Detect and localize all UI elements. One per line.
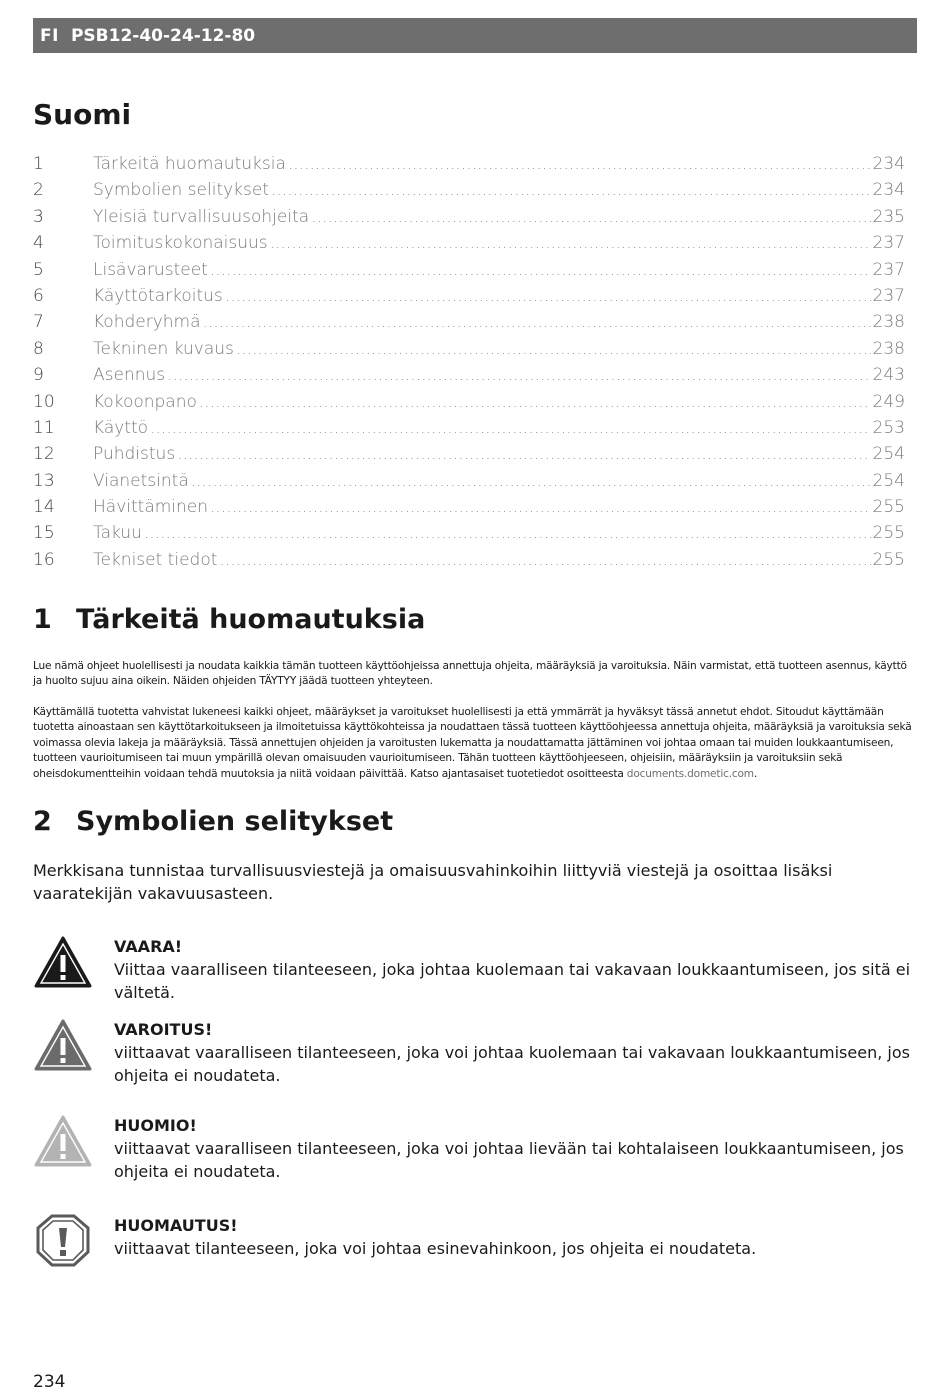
- danger-triangle-icon: [33, 935, 93, 989]
- toc-entry[interactable]: [33, 286, 905, 312]
- toc-title: Tärkeitä huomautuksia: [93, 154, 286, 174]
- toc-leader-dots: [270, 233, 871, 253]
- toc-number: 1: [33, 154, 44, 174]
- toc-page-number: 249: [872, 391, 905, 412]
- toc-page-number: 234: [872, 180, 905, 201]
- toc-title: Käyttö: [93, 417, 149, 438]
- toc-leader-dots: [203, 312, 871, 332]
- symbol-label: VAROITUS!: [114, 1020, 213, 1039]
- toc-entry[interactable]: [33, 260, 905, 286]
- symbol-danger: [33, 935, 917, 1004]
- section-2-number: 2: [33, 806, 52, 837]
- toc-number: 16: [33, 549, 55, 570]
- language-code: FI: [40, 25, 59, 46]
- section-2-intro: Merkkisana tunnistaa turvallisuusviestejä ja omaisuusvahinkoihin liittyviä viestejä ja osoittaa lisäksi vaaratekijän vakavuusasteen.: [33, 861, 833, 903]
- toc-title: Tekniset tiedot: [93, 549, 218, 570]
- toc-number: 7: [33, 312, 44, 333]
- toc-title: Käyttötarkoitus: [93, 285, 223, 306]
- toc-entry[interactable]: [33, 339, 905, 365]
- section-1-title: Tärkeitä huomautuksia: [76, 604, 426, 635]
- toc-title: Kohderyhmä: [93, 312, 201, 333]
- toc-number: 5: [33, 259, 44, 280]
- toc-title: Toimituskokonaisuus: [93, 233, 268, 254]
- section-2-heading: [33, 806, 393, 837]
- toc-entry[interactable]: [33, 365, 905, 391]
- toc-leader-dots: [167, 365, 870, 385]
- toc-entry[interactable]: [33, 154, 905, 180]
- toc-entry[interactable]: [33, 312, 905, 338]
- toc-title: Asennus: [93, 365, 166, 386]
- toc-leader-dots: [177, 444, 870, 464]
- toc-page-number: 237: [872, 285, 905, 306]
- section-1-paragraph-2-text: Käyttämällä tuotetta vahvistat lukeneesi kaikki ohjeet, määräykset ja varoitukset huolellisesti ja että ymmärrät ja hyväksyt tässä annetut ehdot. Sitoudut käyttämään tuotetta ainoastaan sen käyttötarkoitukseen ja ilmoitetuissa käyttökohteissa ja noudattaen tässä tuotteen käyttöohjeessa annettuja ohjeita, määräyksiä ja varoituksia sekä voimassa olevia lakeja ja määräyksiä. Tässä annettujen ohjeiden ja varoitusten lukematta ja noudattamatta jättäminen voi johtaa omaan tai muiden loukkaantumiseen, tuotteen vaurioitumiseen tai muun ympärillä olevan omaisuuden vaurioitumiseen. Tähän tuotteen käyttöohjeeseen, ohjeisiin, määräyksiin ja varoituksiin sekä oheisdokumentteihin voidaan tehdä muutoksia ja niitä voidaan päivittää. Katso ajantasaiset tuotetiedot osoitteesta: [33, 706, 912, 780]
- toc-leader-dots: [150, 418, 870, 438]
- toc-page-number: 238: [872, 312, 905, 333]
- toc-entry[interactable]: [33, 550, 905, 576]
- caution-triangle-icon: [33, 1114, 93, 1168]
- toc-title: Lisävarusteet: [93, 259, 208, 280]
- page-title: Suomi: [33, 98, 132, 131]
- toc-number: 4: [33, 233, 44, 254]
- documents-link[interactable]: documents.dometic.com: [626, 767, 754, 780]
- toc-entry[interactable]: [33, 180, 905, 206]
- toc-number: 9: [33, 365, 44, 386]
- symbol-notice: [33, 1214, 917, 1268]
- toc-title: Hävittäminen: [93, 497, 209, 518]
- model-number: PSB12-40-24-12-80: [70, 25, 256, 46]
- toc-entry[interactable]: [33, 418, 905, 444]
- symbol-caution-text: [114, 1114, 914, 1183]
- toc-page-number: 253: [872, 417, 905, 438]
- section-1-number: 1: [33, 604, 52, 635]
- toc-leader-dots: [236, 339, 871, 359]
- section-1-paragraph-1: Lue nämä ohjeet huolellisesti ja noudata kaikkia tämän tuotteen käyttöohjeissa annettuja ohjeita, määräyksiä ja varoituksia. Näin varmistat, että tuotteen asennus, käyttö ja huolto sujuu aina oikein. Näiden ohjeiden TÄYTYY jäädä tuotteen yhteyteen.: [33, 660, 907, 688]
- symbol-warning: [33, 1018, 917, 1087]
- section-1-heading: [33, 604, 425, 635]
- toc-page-number: 237: [872, 259, 905, 280]
- toc-title: Symbolien selitykset: [93, 180, 270, 201]
- symbol-caution: [33, 1114, 917, 1183]
- section-1-paragraph-2: [33, 705, 917, 782]
- toc-leader-dots: [210, 497, 871, 517]
- toc-number: 2: [33, 180, 44, 201]
- toc-leader-dots: [199, 392, 871, 412]
- toc-leader-dots: [225, 286, 871, 306]
- toc-title: Yleisiä turvallisuusohjeita: [93, 206, 310, 227]
- warning-triangle-icon: [33, 1018, 93, 1072]
- symbol-warning-text: [114, 1018, 914, 1087]
- toc-leader-dots: [191, 471, 871, 491]
- page-number: 234: [33, 1372, 66, 1392]
- toc-number: 11: [33, 417, 55, 438]
- table-of-contents: [33, 154, 905, 576]
- toc-leader-dots: [271, 180, 871, 200]
- toc-entry[interactable]: [33, 392, 905, 418]
- symbol-label: VAARA!: [114, 937, 183, 956]
- toc-title: Tekninen kuvaus: [93, 338, 234, 359]
- toc-title: Kokoonpano: [93, 391, 197, 412]
- toc-page-number: 254: [872, 444, 905, 465]
- symbol-label: HUOMAUTUS!: [114, 1216, 238, 1235]
- symbol-description: viittaavat vaaralliseen tilanteeseen, joka voi johtaa kuolemaan tai vakavaan loukkaantumiseen, jos ohjeita ei noudateta.: [114, 1043, 910, 1085]
- toc-page-number: 234: [872, 154, 905, 174]
- notice-octagon-icon: [33, 1214, 93, 1268]
- header-bar: [33, 18, 917, 53]
- toc-page-number: 254: [872, 470, 905, 491]
- toc-entry[interactable]: [33, 207, 905, 233]
- toc-number: 15: [33, 523, 55, 544]
- section-2-title: Symbolien selitykset: [76, 806, 394, 837]
- toc-page-number: 237: [872, 233, 905, 254]
- toc-number: 3: [33, 206, 44, 227]
- toc-title: Vianetsintä: [93, 470, 189, 491]
- toc-page-number: 235: [872, 206, 905, 227]
- toc-page-number: 238: [872, 338, 905, 359]
- toc-number: 13: [33, 470, 55, 491]
- symbol-description: viittaavat vaaralliseen tilanteeseen, joka voi johtaa lievään tai kohtalaiseen loukkaantumiseen, jos ohjeita ei noudateta.: [114, 1139, 904, 1181]
- toc-page-number: 255: [872, 523, 905, 544]
- toc-leader-dots: [219, 550, 870, 570]
- toc-leader-dots: [144, 523, 871, 543]
- symbol-label: HUOMIO!: [114, 1116, 197, 1135]
- toc-number: 12: [33, 444, 55, 465]
- symbol-notice-text: [114, 1214, 914, 1268]
- toc-entry[interactable]: [33, 471, 905, 497]
- symbol-description: viittaavat tilanteeseen, joka voi johtaa esinevahinkoon, jos ohjeita ei noudateta.: [114, 1239, 757, 1258]
- toc-entry[interactable]: [33, 523, 905, 549]
- toc-number: 6: [33, 285, 44, 306]
- toc-entry[interactable]: [33, 497, 905, 523]
- toc-page-number: 243: [872, 365, 905, 386]
- toc-number: 8: [33, 338, 44, 359]
- toc-leader-dots: [288, 154, 871, 174]
- toc-entry[interactable]: [33, 233, 905, 259]
- toc-page-number: 255: [872, 549, 905, 570]
- symbol-description: Viittaa vaaralliseen tilanteeseen, joka johtaa kuolemaan tai vakavaan loukkaantumiseen, jos sitä ei vältetä.: [114, 960, 911, 1002]
- toc-number: 14: [33, 497, 55, 518]
- symbol-danger-text: [114, 935, 914, 1004]
- toc-title: Takuu: [93, 523, 142, 544]
- section-1-paragraph-2-end: .: [753, 767, 758, 780]
- toc-entry[interactable]: [33, 444, 905, 470]
- toc-leader-dots: [210, 260, 871, 280]
- toc-number: 10: [33, 391, 55, 412]
- toc-leader-dots: [311, 207, 870, 227]
- toc-title: Puhdistus: [93, 444, 176, 465]
- toc-page-number: 255: [872, 497, 905, 518]
